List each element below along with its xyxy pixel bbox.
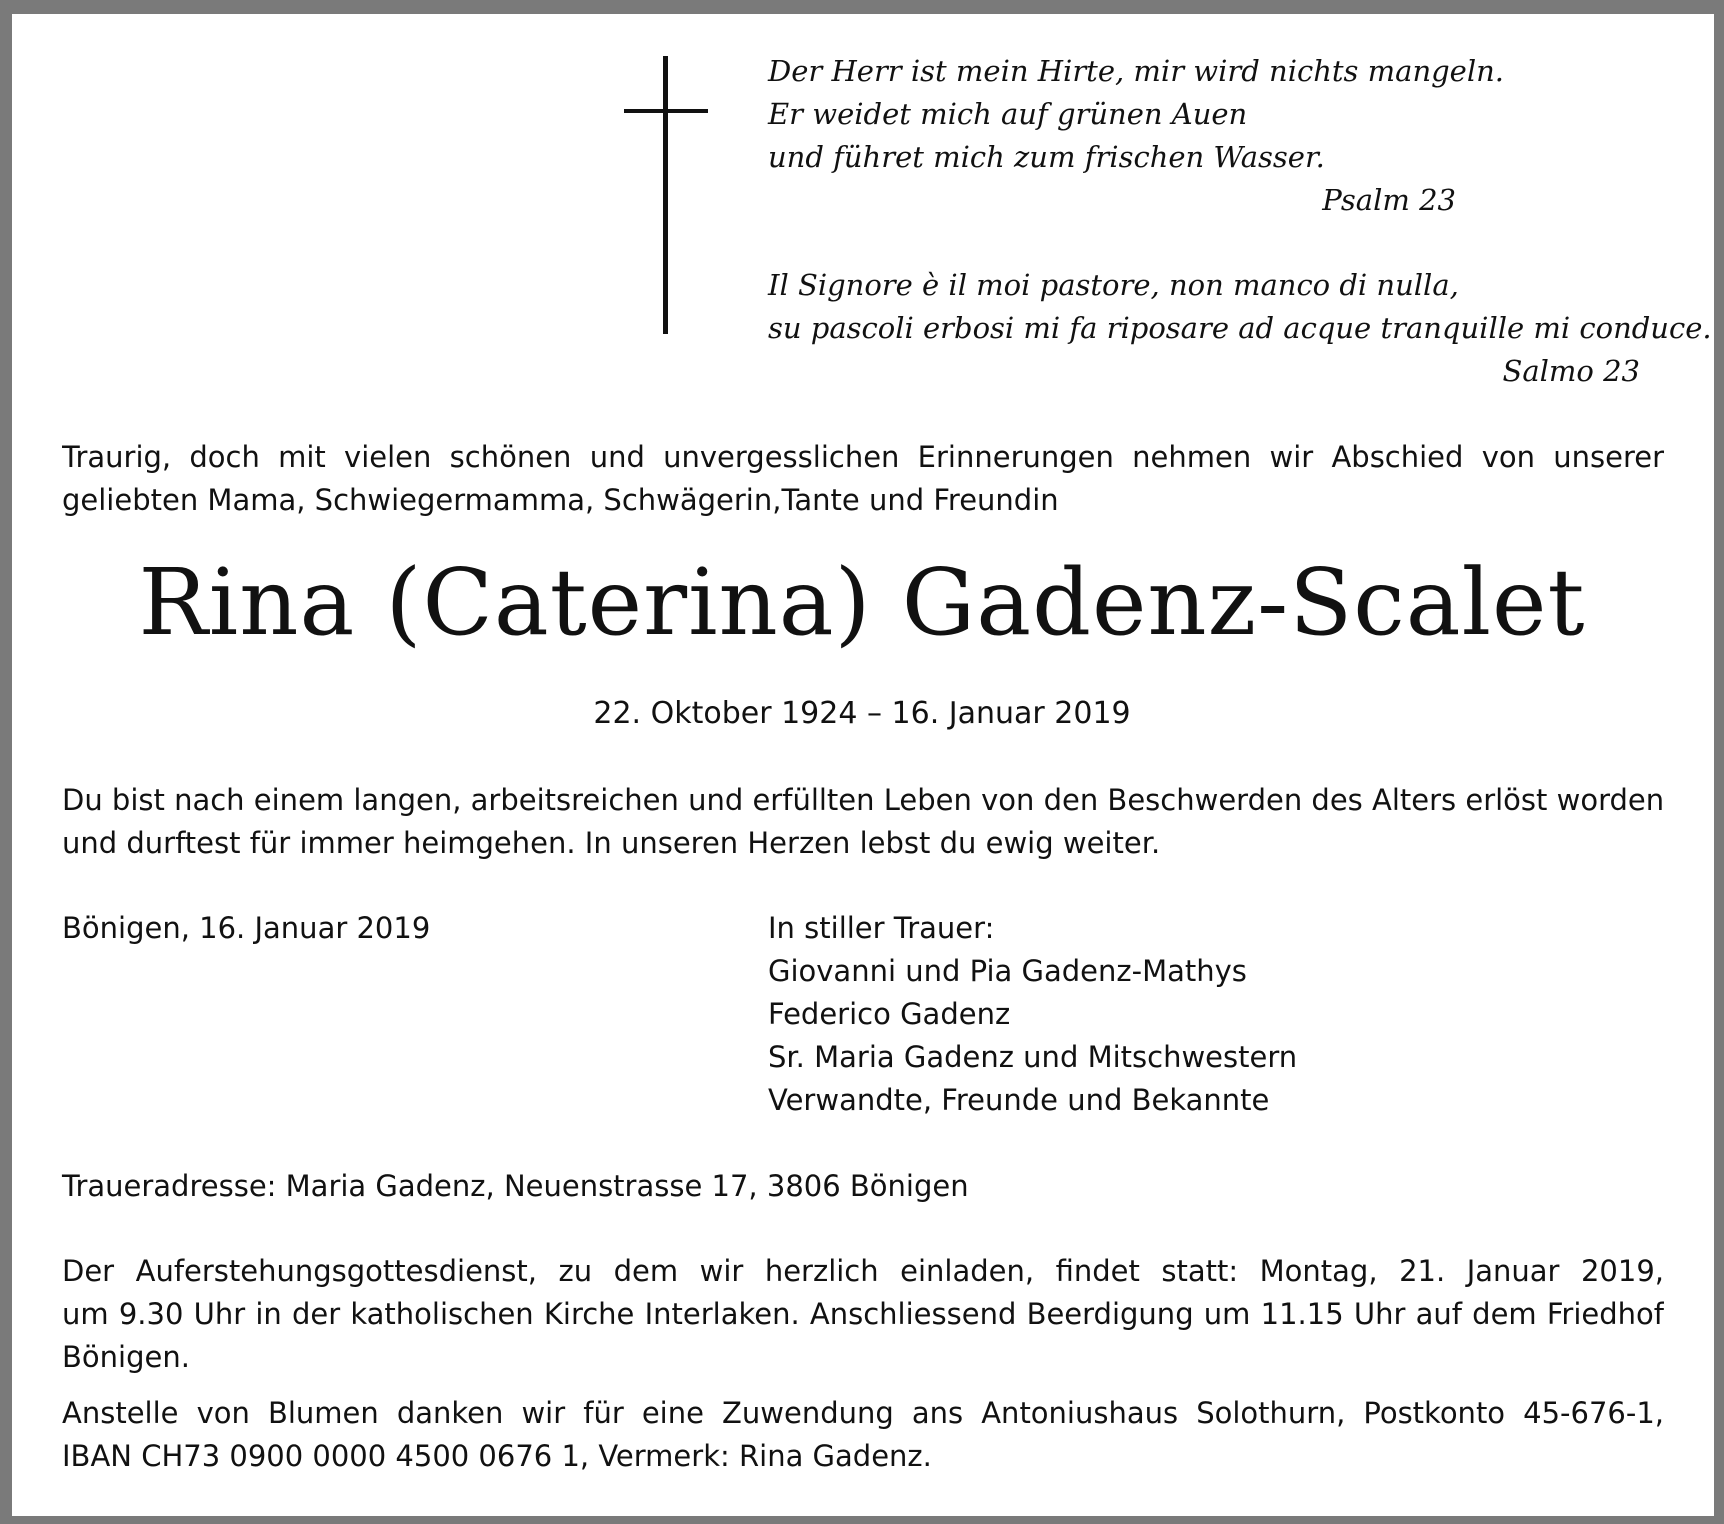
donation-paragraph	[62, 1392, 1664, 1478]
verse-line: Der Herr ist mein Hirte, mir wird nichts mangeln.	[768, 54, 1505, 88]
mourner-name: Sr. Maria Gadenz und Mitschwestern	[768, 1040, 1298, 1074]
verse-line: Il Signore è il moi pastore, non manco di nulla,	[768, 268, 1459, 302]
service-paragraph	[62, 1250, 1664, 1379]
tribute-line: Du bist nach einem langen, arbeitsreichen und erfüllten Leben von den Beschwerden des Alters erlöst worden	[62, 783, 1665, 817]
tribute-paragraph	[62, 779, 1664, 865]
verse-line: su pascoli erbosi mi fa riposare ad acque tranquille mi conduce.	[768, 311, 1712, 345]
place-date: Bönigen, 16. Januar 2019	[62, 911, 431, 945]
intro-line: Traurig, doch mit vielen schönen und unvergesslichen Erinnerungen nehmen wir Abschied von unserer	[62, 440, 1664, 474]
mourner-name: Giovanni und Pia Gadenz-Mathys	[768, 954, 1247, 988]
service-line: Bönigen.	[62, 1340, 190, 1374]
service-line: um 9.30 Uhr in der katholischen Kirche Interlaken. Anschliessend Beerdigung um 11.15 Uhr auf dem Friedhof	[62, 1297, 1664, 1331]
mourner-name: Verwandte, Freunde und Bekannte	[768, 1083, 1270, 1117]
verse-line: Er weidet mich auf grünen Auen	[768, 97, 1248, 131]
donation-line: IBAN CH73 0900 0000 4500 0676 1, Vermerk: Rina Gadenz.	[62, 1439, 932, 1473]
mourning-address: Traueradresse: Maria Gadenz, Neuenstrasse 17, 3806 Bönigen	[62, 1169, 969, 1203]
life-dates: 22. Oktober 1924 – 16. Januar 2019	[593, 696, 1131, 731]
mourning-heading: In stiller Trauer:	[768, 911, 995, 945]
psalm-reference-italian: Salmo 23	[1502, 354, 1640, 388]
verse-line: und führet mich zum frischen Wasser.	[768, 140, 1325, 174]
psalm-verse-italian	[768, 264, 1712, 350]
tribute-line: und durftest für immer heimgehen. In unseren Herzen lebst du ewig weiter.	[62, 826, 1161, 860]
intro-line: geliebten Mama, Schwiegermamma, Schwägerin,Tante und Freundin	[62, 483, 1059, 517]
intro-paragraph	[62, 436, 1664, 522]
psalm-verse-german	[768, 50, 1504, 179]
cross-icon	[624, 56, 708, 334]
mourners-list	[768, 907, 1297, 1122]
psalm-reference-german: Psalm 23	[1322, 183, 1456, 217]
mourner-name: Federico Gadenz	[768, 997, 1011, 1031]
deceased-name: Rina (Caterina) Gadenz-Scalet	[138, 549, 1586, 656]
donation-line: Anstelle von Blumen danken wir für eine Zuwendung ans Antoniushaus Solothurn, Postkonto 45-676-1,	[62, 1396, 1664, 1430]
service-line: Der Auferstehungsgottesdienst, zu dem wir herzlich einladen, findet statt: Montag, 21. Januar 2019,	[62, 1254, 1664, 1288]
